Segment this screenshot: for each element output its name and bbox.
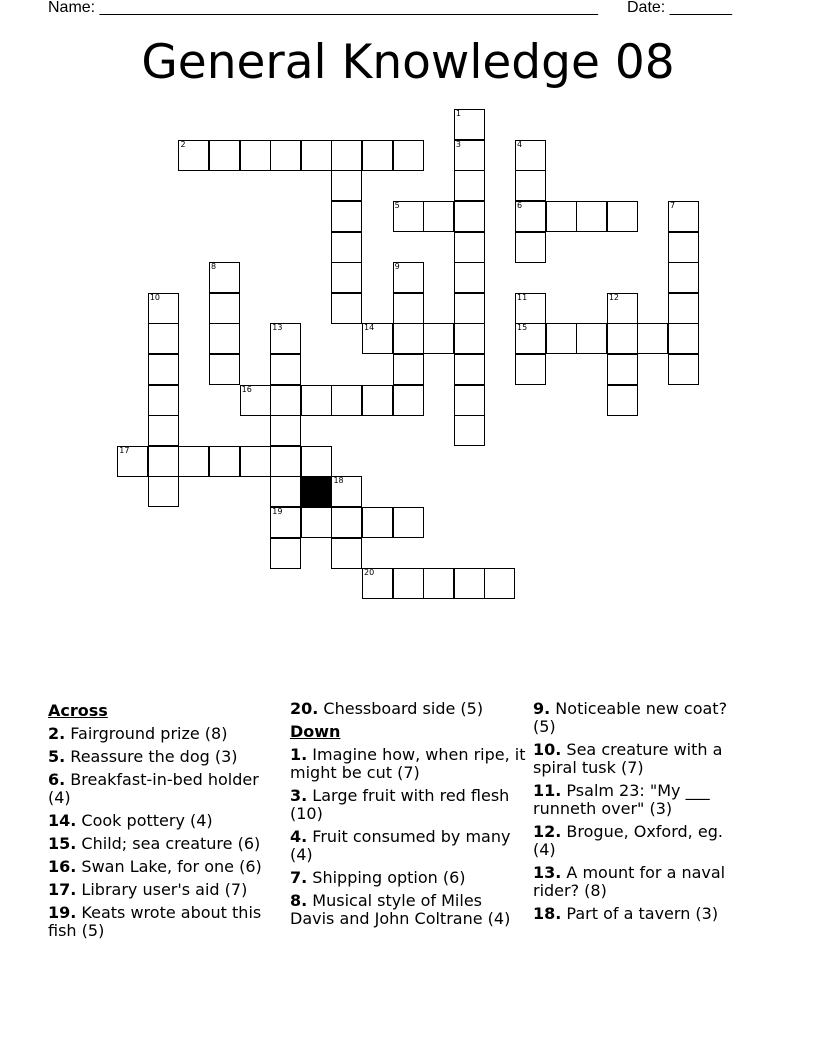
clue-item (290, 787, 526, 823)
grid-cell[interactable] (393, 293, 424, 324)
grid-cell[interactable] (423, 568, 454, 599)
grid-cell[interactable] (668, 232, 699, 263)
clue-text: Fairground prize (8) (65, 724, 228, 743)
clue-number: 7 (670, 201, 676, 211)
grid-cell[interactable] (546, 201, 577, 232)
clue-number: 7. (290, 868, 308, 887)
grid-cell[interactable] (148, 293, 179, 324)
grid-cell[interactable] (454, 262, 485, 293)
grid-cell[interactable] (546, 323, 577, 354)
grid-cell[interactable] (362, 140, 393, 171)
grid-cell[interactable] (454, 385, 485, 416)
grid-cell[interactable] (423, 201, 454, 232)
grid-cell[interactable] (454, 201, 485, 232)
clue-text: Sea creature with a spiral tusk (7) (533, 740, 723, 777)
clue-number: 3. (290, 786, 308, 805)
clue-item (48, 835, 280, 853)
clue-item (48, 858, 280, 876)
clue-number: 13 (272, 323, 283, 333)
grid-cell[interactable] (331, 232, 362, 263)
grid-cell[interactable] (454, 568, 485, 599)
clue-number: 6 (517, 201, 523, 211)
clue-text: Shipping option (6) (307, 868, 466, 887)
grid-cell[interactable] (178, 446, 209, 477)
grid-cell[interactable] (607, 293, 638, 324)
clue-item (290, 869, 526, 887)
clue-number: 18 (333, 476, 344, 486)
clue-item (48, 725, 280, 743)
grid-cell[interactable] (270, 538, 301, 569)
clue-number: 20. (290, 699, 319, 718)
clue-number: 8 (211, 262, 217, 272)
clue-text: Psalm 23: "My ___ runneth over" (3) (533, 781, 710, 818)
grid-cell[interactable] (209, 446, 240, 477)
grid-cell[interactable] (393, 262, 424, 293)
clue-number: 5. (48, 747, 66, 766)
clue-text: Fruit consumed by many (4) (290, 827, 511, 864)
grid-cell[interactable] (301, 140, 332, 171)
grid-cell[interactable] (301, 385, 332, 416)
grid-cell[interactable] (454, 323, 485, 354)
clue-item (290, 828, 526, 864)
grid-cell[interactable] (515, 201, 546, 232)
section-heading: Across (48, 701, 108, 720)
grid-cell[interactable] (240, 385, 271, 416)
clue-text: Chessboard side (5) (318, 699, 484, 718)
grid-cell[interactable] (454, 109, 485, 140)
grid-cell[interactable] (148, 476, 179, 507)
clue-number: 6. (48, 770, 66, 789)
grid-cell[interactable] (454, 140, 485, 171)
clue-text: Cook pottery (4) (76, 811, 213, 830)
grid-cell[interactable] (454, 232, 485, 263)
clue-text: A mount for a naval rider? (8) (533, 863, 726, 900)
clue-number: 11 (517, 292, 528, 302)
clue-number: 10. (533, 740, 562, 759)
grid-cell[interactable] (393, 354, 424, 385)
grid-cell[interactable] (454, 354, 485, 385)
clue-number: 13. (533, 863, 562, 882)
clue-number: 4 (517, 139, 523, 149)
grid-cell[interactable] (515, 293, 546, 324)
grid-cell[interactable] (209, 262, 240, 293)
clue-text: Part of a tavern (3) (561, 904, 719, 923)
section-heading: Down (290, 722, 341, 741)
clue-number: 1. (290, 745, 308, 764)
clue-number: 14 (364, 323, 375, 333)
clue-item (48, 812, 280, 830)
clue-number: 2 (180, 139, 186, 149)
clue-text: Keats wrote about this fish (5) (48, 903, 262, 940)
clue-item (533, 823, 743, 859)
clue-number: 15. (48, 834, 77, 853)
clue-text: Large fruit with red flesh (10) (290, 786, 510, 823)
clue-text: Reassure the dog (3) (65, 747, 238, 766)
clue-item (48, 771, 280, 807)
clue-number: 18. (533, 904, 562, 923)
grid-cell[interactable] (301, 446, 332, 477)
grid-cell[interactable] (607, 385, 638, 416)
grid-cell[interactable] (576, 323, 607, 354)
clues-column-3 (533, 700, 743, 928)
grid-cell[interactable] (515, 232, 546, 263)
clue-number: 4. (290, 827, 308, 846)
clue-number: 19 (272, 507, 283, 517)
grid-cell[interactable] (331, 538, 362, 569)
clue-number: 12. (533, 822, 562, 841)
grid-cell[interactable] (668, 354, 699, 385)
clue-item (290, 700, 526, 718)
grid-cell[interactable] (362, 323, 393, 354)
clue-number: 2. (48, 724, 66, 743)
grid-cell[interactable] (331, 385, 362, 416)
clue-text: Breakfast-in-bed holder (4) (48, 770, 259, 807)
grid-cell[interactable] (668, 293, 699, 324)
grid-cell[interactable] (331, 507, 362, 538)
grid-cell[interactable] (331, 293, 362, 324)
clue-item (533, 782, 743, 818)
clue-item (533, 864, 743, 900)
clue-text: Imagine how, when ripe, it might be cut (7) (290, 745, 526, 782)
clue-number: 11. (533, 781, 562, 800)
grid-cell[interactable] (362, 568, 393, 599)
clue-text: Swan Lake, for one (6) (76, 857, 262, 876)
grid-cell[interactable] (209, 293, 240, 324)
grid-cell[interactable] (362, 385, 393, 416)
clues-column-2 (290, 700, 526, 933)
grid-cell[interactable] (607, 201, 638, 232)
clue-item (290, 746, 526, 782)
clue-number: 9. (533, 699, 551, 718)
clue-text: Noticeable new coat? (5) (533, 699, 728, 736)
grid-cell[interactable] (515, 140, 546, 171)
grid-cell[interactable] (301, 507, 332, 538)
grid-cell[interactable] (668, 201, 699, 232)
clues-column-1 (48, 700, 280, 945)
grid-cell[interactable] (637, 323, 668, 354)
clue-number: 20 (364, 568, 375, 578)
grid-cell[interactable] (423, 323, 454, 354)
clue-text: Library user's aid (7) (76, 880, 248, 899)
grid-cell[interactable] (240, 446, 271, 477)
grid-cell[interactable] (362, 507, 393, 538)
grid-cell[interactable] (270, 385, 301, 416)
grid-cell[interactable] (148, 354, 179, 385)
clue-item (290, 892, 526, 928)
grid-cell[interactable] (148, 446, 179, 477)
clue-number: 10 (149, 292, 161, 302)
grid-cell[interactable] (393, 140, 424, 171)
grid-cell[interactable] (607, 323, 638, 354)
grid-cell[interactable] (240, 140, 271, 171)
grid-cell[interactable] (270, 415, 301, 446)
clue-item (533, 905, 743, 923)
grid-cell[interactable] (668, 262, 699, 293)
grid-cell[interactable] (209, 323, 240, 354)
clue-item (48, 881, 280, 899)
grid-cell[interactable] (331, 262, 362, 293)
clue-number: 12 (608, 292, 620, 302)
clue-item (533, 700, 743, 736)
clue-text: Child; sea creature (6) (76, 834, 261, 853)
grid-cell[interactable] (484, 568, 515, 599)
grid-cell[interactable] (393, 568, 424, 599)
grid-cell[interactable] (148, 415, 179, 446)
grid-cell[interactable] (454, 170, 485, 201)
page-title: General Knowledge 08 (141, 35, 675, 90)
grid-cell[interactable] (454, 293, 485, 324)
clue-number: 3 (455, 139, 461, 149)
clue-item (533, 741, 743, 777)
clue-number: 16. (48, 857, 77, 876)
grid-cell[interactable] (515, 323, 546, 354)
clue-number: 14. (48, 811, 77, 830)
grid-cell[interactable] (331, 170, 362, 201)
clue-text: Musical style of Miles Davis and John Coltrane (4) (290, 891, 511, 928)
clue-number: 1 (455, 109, 461, 119)
grid-cell[interactable] (515, 170, 546, 201)
date-field[interactable]: Date: _______ (627, 0, 732, 16)
clue-item (48, 904, 280, 940)
grid-cell[interactable] (331, 140, 362, 171)
clue-number: 16 (241, 384, 252, 394)
grid-cell[interactable] (270, 140, 301, 171)
clue-number: 5 (394, 201, 400, 211)
grid-cell[interactable] (148, 323, 179, 354)
grid-cell[interactable] (209, 140, 240, 171)
grid-cell[interactable] (270, 476, 301, 507)
grid-cell[interactable] (270, 354, 301, 385)
grid-cell[interactable] (668, 323, 699, 354)
grid-cell[interactable] (393, 323, 424, 354)
grid-cell[interactable] (576, 201, 607, 232)
grid-cell[interactable] (393, 201, 424, 232)
grid-cell[interactable] (270, 323, 301, 354)
clue-number: 15 (517, 323, 528, 333)
black-square (301, 476, 332, 507)
grid-cell[interactable] (607, 354, 638, 385)
grid-cell[interactable] (148, 385, 179, 416)
clue-number: 9 (394, 262, 400, 272)
clue-text: Brogue, Oxford, eg. (4) (533, 822, 723, 859)
name-field[interactable]: Name: ________________________________________________________ (48, 0, 598, 16)
clue-number: 17. (48, 880, 77, 899)
grid-cell[interactable] (270, 446, 301, 477)
grid-cell[interactable] (117, 446, 148, 477)
grid-cell[interactable] (331, 476, 362, 507)
grid-cell[interactable] (393, 385, 424, 416)
clue-number: 19. (48, 903, 77, 922)
grid-cell[interactable] (454, 415, 485, 446)
clue-number: 17 (119, 445, 130, 455)
grid-cell[interactable] (209, 354, 240, 385)
grid-cell[interactable] (515, 354, 546, 385)
clue-item (48, 748, 280, 766)
grid-cell[interactable] (393, 507, 424, 538)
grid-cell[interactable] (331, 201, 362, 232)
clue-number: 8. (290, 891, 308, 910)
grid-cell[interactable] (178, 140, 209, 171)
grid-cell[interactable] (270, 507, 301, 538)
